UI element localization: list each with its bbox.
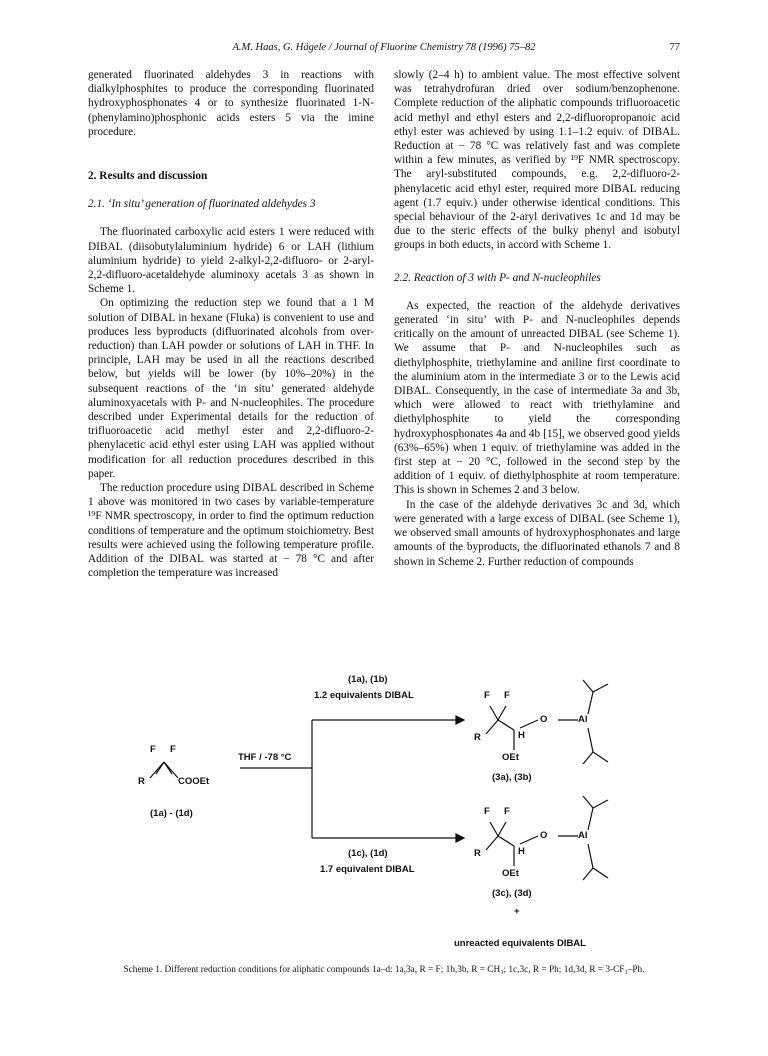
page-number: 77 [669, 42, 680, 53]
fluorine-atom: F [170, 744, 176, 755]
ethoxy-group: OEt [502, 752, 519, 763]
starting-material-label: (1a) - (1d) [150, 808, 193, 819]
unreacted-dibal-label: unreacted equivalents DIBAL [454, 938, 586, 949]
bottom-branch-label: (1c), (1d) [348, 848, 388, 859]
top-branch-label: (1a), (1b) [348, 674, 388, 685]
paragraph: The fluorinated carboxylic acid esters 1 were reduced with DIBAL (diisobutylaluminium hydride) 6 or LAH (lithium aluminium hydride) to yield 2-alkyl-2,2-difluoro- or 2-aryl-2,2-difluoro-acetaldehyde aluminoxy acetals 3 as shown in Scheme 1. [88, 226, 374, 296]
fluorine-atom: F [484, 690, 490, 701]
running-title: A.M. Haas, G. Hägele / Journal of Fluorine Chemistry 78 (1996) 75–82 [232, 42, 536, 53]
scheme-1-figure [88, 672, 680, 972]
r-group: R [474, 732, 481, 743]
reaction-condition: THF / -78 °C [238, 752, 292, 763]
scheme-drawing [88, 672, 680, 972]
left-column [88, 68, 374, 581]
paragraph: On optimizing the reduction step we found that a 1 M solution of DIBAL in hexane (Fluka) is convenient to use and produces less byproducts (difluorinated alcohols from over-reduction) than LAH powder or solutions of LAH in THF. In principle, LAH may be used in all the reactions described below, but yields will be lower (by 10%–20%) in the subsequent reactions of the ‘in situ’ generated aldehyde aluminoxyacetals with P- and N-nucleophiles. The procedure described under Experimental details for the reduction of trifluoroacetic acid methyl ester and 2,2-difluoro-2-phenylacetic acid ethyl ester using LAH was applied without modification for all reduction procedures described in this paper. [88, 297, 374, 480]
fluorine-atom: F [484, 806, 490, 817]
paragraph: slowly (2–4 h) to ambient value. The most effective solvent was tetrahydrofuran dried over sodium/benzophenone. Complete reduction of the aliphatic compounds trifluoroacetic acid methyl and ethyl esters and 2,2-difluoropropanoic acid ethyl ester was achieved by using 1.1–1.2 equiv. of DIBAL. Reduction at − 78 °C was relatively fast and was complete within a few minutes, as verified by ¹⁹F NMR spectroscopy. The aryl-substituted compounds, e.g. 2,2-difluoro-2-phenylacetic acid ethyl ester, required more DIBAL reducing agent (1.7 equiv.) under otherwise identical conditions. This special behaviour of the 2-aryl derivatives 1c and 1d may be due to the steric effects of the bulky phenyl and isobutyl groups in both educts, in accord with Scheme 1. [394, 69, 680, 252]
fluorine-atom: F [150, 744, 156, 755]
paragraph: In the case of the aldehyde derivatives 3c and 3d, which were generated with a large excess of DIBAL (see Scheme 1), we observed small amounts of hydroxyphosphonates and large amounts of the byproducts, the difluorinated ethanols 7 and 8 shown in Scheme 2. Further reduction of compounds [394, 498, 680, 568]
running-header [88, 42, 680, 53]
paragraph: As expected, the reaction of the aldehyde derivatives generated ‘in situ’ with P- and N-nucleophiles depends critically on the amount of unreacted DIBAL (see Scheme 1). We assume that P- and N-nucleophiles such as diethylphosphite, triethylamine and aniline first coordinate to the aluminium atom in the intermediate 3 or to the Lewis acid DIBAL. Consequently, in the case of intermediate 3a and 3b, which were allowed to react with triethylamine and diethylphosphite to yield the corresponding hydroxyphosphonates 4a and 4b [15], we observed good yields (63%–65%) when 1 equiv. of triethylamine was added in the first step at − 20 °C, followed in the second step by the addition of 1 equiv. of diethylphosphite at room temperature. This is shown in Schemes 2 and 3 below. [394, 299, 680, 497]
r-group: R [474, 848, 481, 859]
hydrogen-atom: H [518, 730, 525, 741]
plus-sign: + [514, 906, 520, 917]
r-group: R [138, 776, 145, 787]
ester-group: COOEt [178, 776, 210, 787]
subsection-heading: 2.1. ‘In situ’ generation of fluorinated aldehydes 3 [88, 198, 316, 211]
hydrogen-atom: H [518, 846, 525, 857]
right-column [394, 68, 680, 569]
product-label-3a-3b: (3a), (3b) [492, 772, 532, 783]
fluorine-atom: F [504, 690, 510, 701]
paragraph: The reduction procedure using DIBAL described in Scheme 1 above was monitored in two cases by variable-temperature ¹⁹F NMR spectroscopy, in order to find the optimum reduction conditions of temperature and the optimum stoichiometry. Best results were achieved using the following temperature profile. Addition of the DIBAL was started at − 78 °C and after completion the temperature was increased [88, 482, 374, 580]
subsection-heading: 2.2. Reaction of 3 with P- and N-nucleophiles [394, 271, 601, 284]
section-heading: 2. Results and discussion [88, 170, 208, 183]
bottom-branch-reagent: 1.7 equivalent DIBAL [320, 864, 415, 875]
oxygen-atom: O [540, 830, 548, 841]
aluminium-atom: Al [578, 714, 588, 725]
product-label-3c-3d: (3c), (3d) [492, 888, 532, 899]
scheme-caption: Scheme 1. Different reduction conditions for aliphatic compounds 1a–d: 1a,3a, R = F; 1b,3b, R = CH₃; 1c,3c, R = Ph; 1d,3d, R = 3-CF₃–Ph. [123, 965, 645, 975]
aluminium-atom: Al [578, 830, 588, 841]
fluorine-atom: F [504, 806, 510, 817]
paragraph: generated fluorinated aldehydes 3 in reactions with dialkylphosphites to produce the corresponding fluorinated hydroxyphosphonates 4 or to synthesize fluorinated 1-N-(phenylamino)phosphonic acids esters 5 via the imine procedure. [88, 69, 374, 138]
oxygen-atom: O [540, 714, 548, 725]
ethoxy-group: OEt [502, 868, 519, 879]
top-branch-reagent: 1.2 equivalents DIBAL [314, 690, 414, 701]
